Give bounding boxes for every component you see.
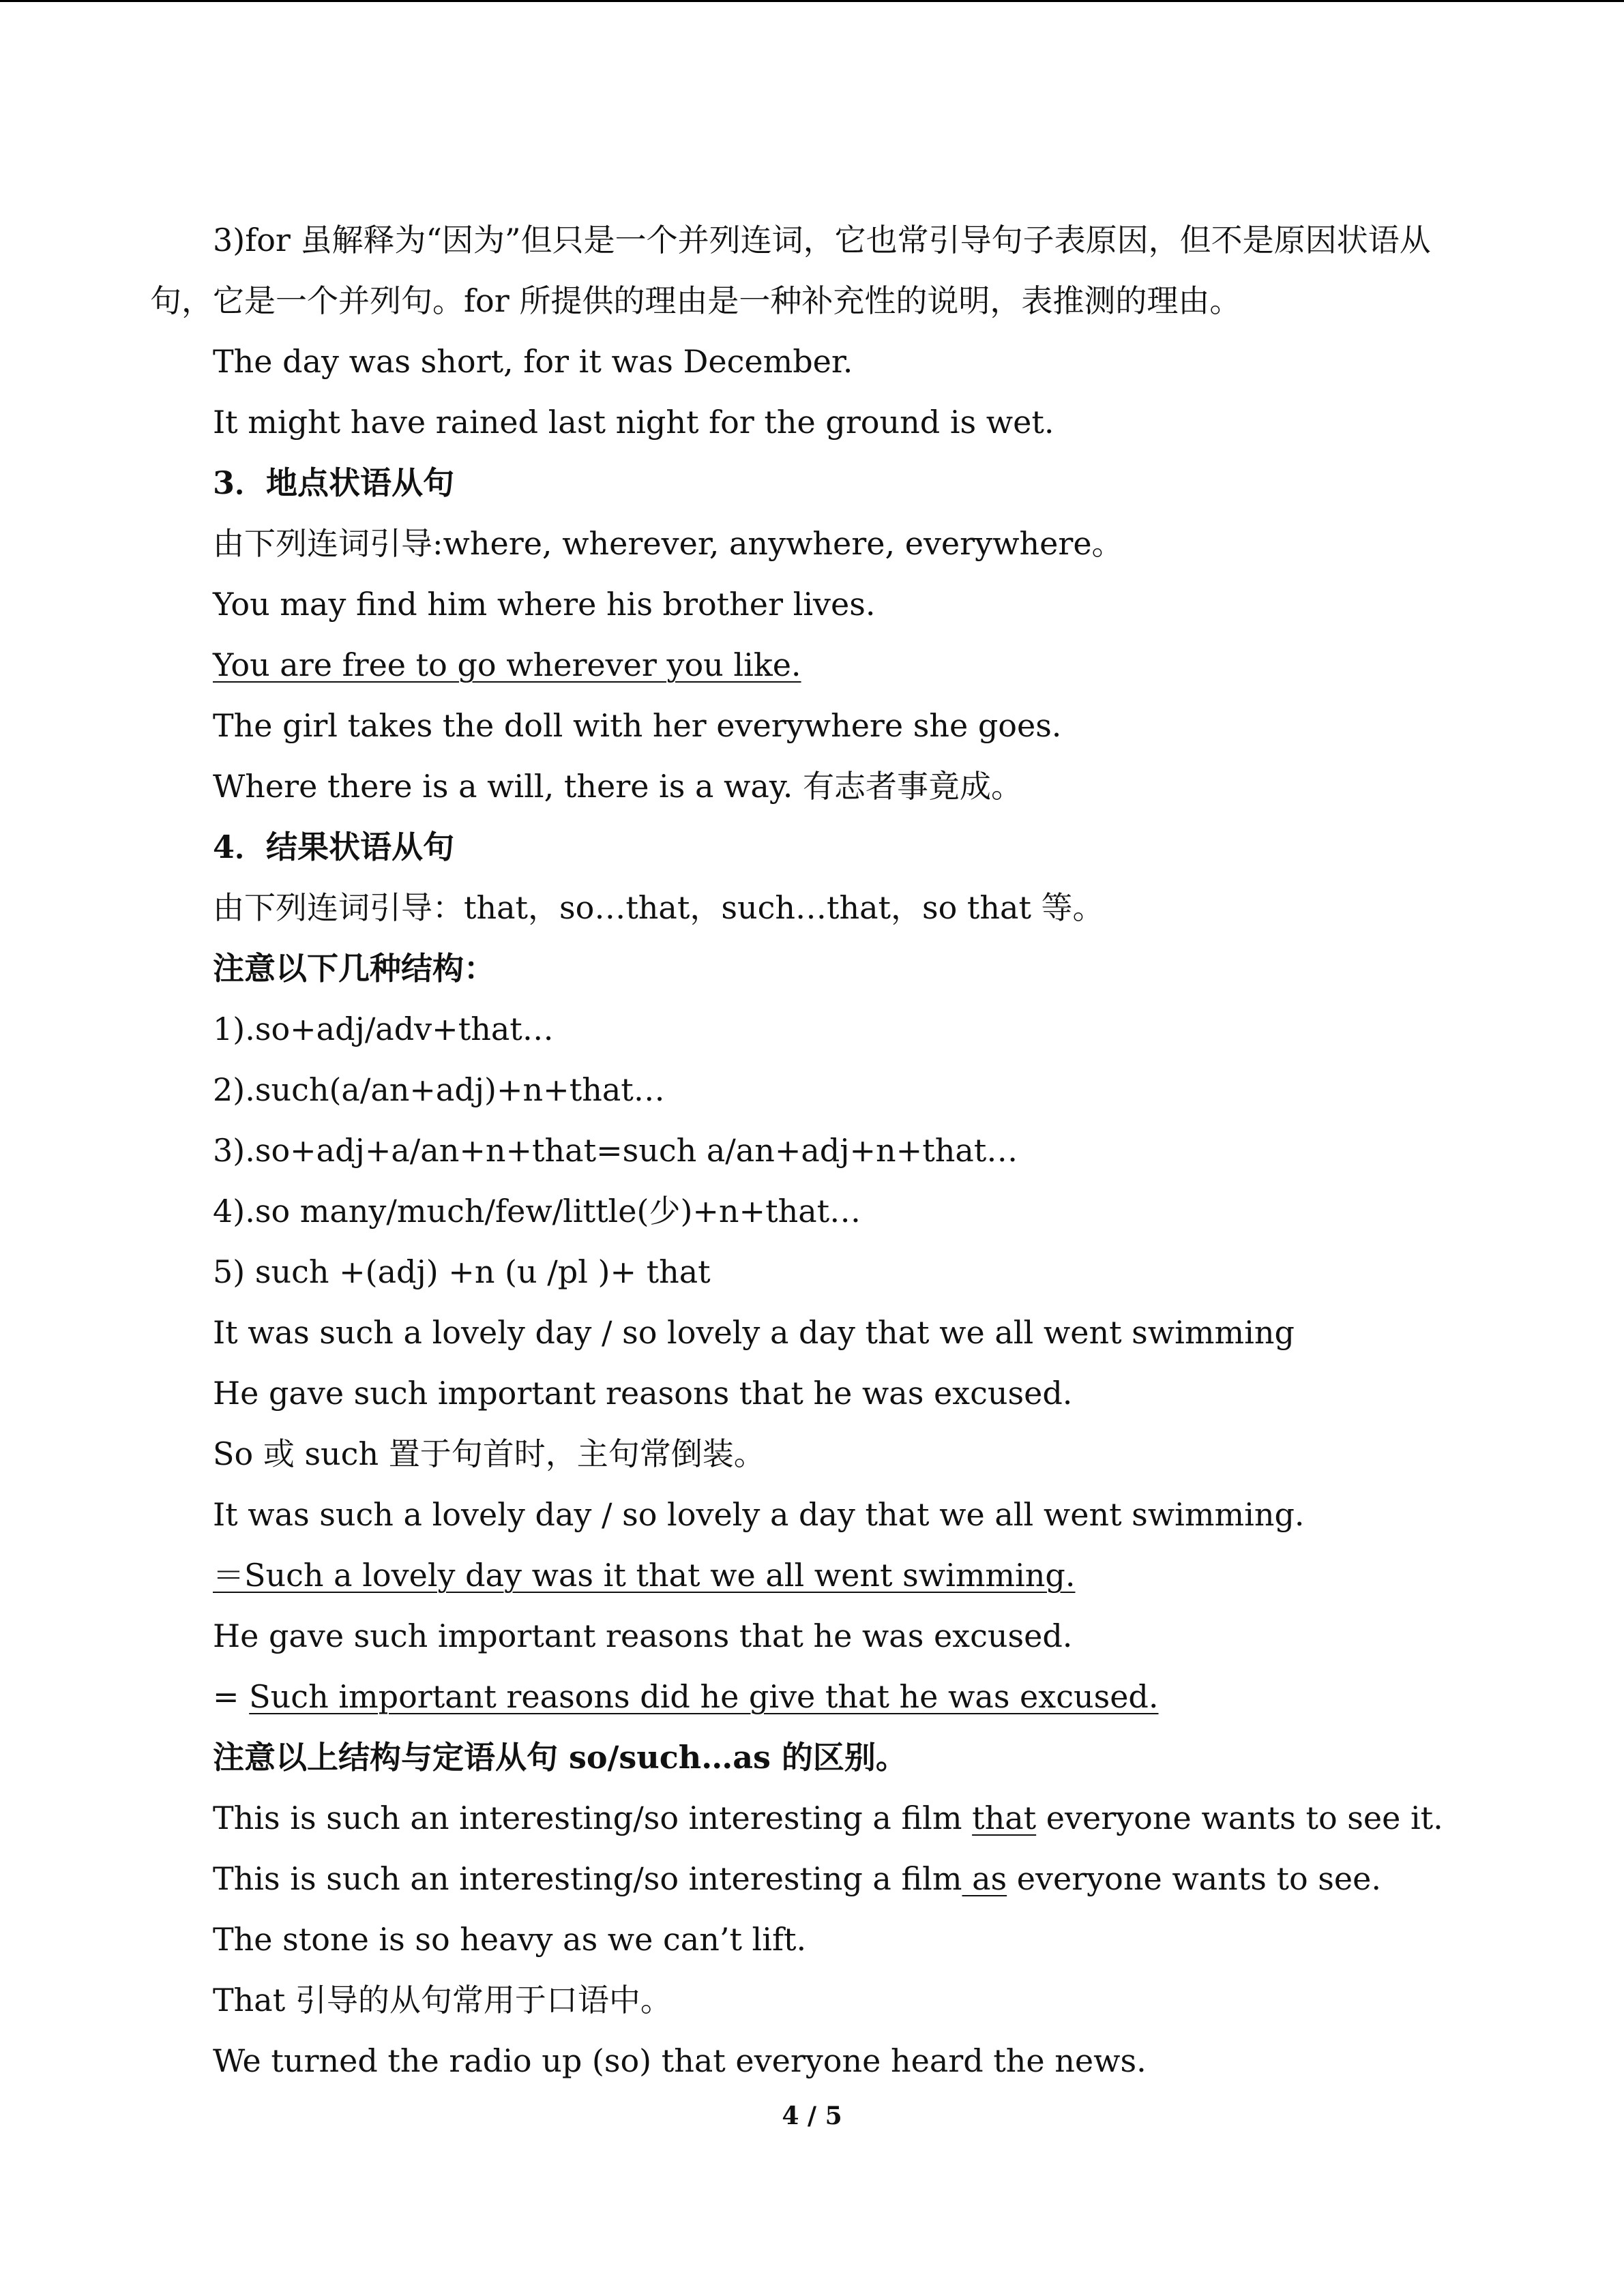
text-line: 由下列连词引导:where, wherever, anywhere, everywhere。 [213, 525, 1123, 562]
section-heading: 3．地点状语从句 [213, 464, 455, 501]
note-heading: 注意以上结构与定语从句 so/such…as 的区别。 [213, 1739, 907, 1776]
text-line: So 或 such 置于句首时，主句常倒装。 [213, 1435, 765, 1472]
sentence-part: This is such an interesting/so interesting a film [213, 1800, 973, 1836]
text-line-continuation: 句，它是一个并列句。for 所提供的理由是一种补充性的说明，表推测的理由。 [150, 282, 1241, 319]
note-heading: 注意以下几种结构： [213, 950, 495, 987]
text-line: 由下列连词引导：that，so…that，such…that，so that 等。 [213, 889, 1104, 926]
example-sentence: The day was short, for it was December. [213, 343, 853, 380]
section-heading: 4．结果状语从句 [213, 829, 455, 865]
sentence-part: everyone wants to see it. [1036, 1800, 1443, 1836]
underlined-text: Such important reasons did he give that he was excused. [249, 1678, 1159, 1715]
example-sentence: It might have rained last night for the ground is wet. [213, 404, 1054, 441]
structure-item: 1).so+adj/adv+that… [213, 1011, 554, 1047]
structure-item: 2).such(a/an+adj)+n+that… [213, 1071, 665, 1108]
example-sentence: It was such a lovely day / so lovely a day that we all went swimming. [213, 1496, 1305, 1533]
underlined-word: as [962, 1860, 1007, 1897]
document-body [150, 210, 1501, 2091]
top-border-line [0, 0, 1624, 2]
example-sentence: You may find him where his brother lives. [213, 586, 876, 623]
example-sentence: The stone is so heavy as we can’t lift. [213, 1921, 807, 1958]
example-sentence: It was such a lovely day / so lovely a day that we all went swimming [213, 1314, 1295, 1351]
example-sentence: Where there is a will, there is a way. 有志者事竟成。 [213, 768, 1022, 805]
page-number: 4 / 5 [782, 2102, 842, 2130]
example-sentence: The girl takes the doll with her everywhere she goes. [213, 707, 1062, 744]
example-sentence: He gave such important reasons that he was excused. [213, 1617, 1073, 1654]
example-sentence [150, 1667, 1501, 1727]
underlined-word: that [972, 1800, 1037, 1836]
underlined-text: ＝Such a lovely day was it that we all went swimming. [213, 1557, 1076, 1594]
underlined-text: You are free to go wherever you like. [213, 646, 801, 683]
sentence-part: This is such an interesting/so interesting a film [213, 1860, 962, 1897]
example-sentence [150, 1849, 1501, 1909]
example-sentence: He gave such important reasons that he was excused. [213, 1375, 1073, 1412]
example-sentence [150, 1788, 1501, 1849]
structure-item: 4).so many/much/few/little(少)+n+that… [213, 1193, 861, 1229]
structure-item: 5) such +(adj) +n (u /pl )+ that [213, 1253, 711, 1290]
example-sentence [150, 1545, 1501, 1606]
text-line: 3)for 虽解释为“因为”但只是一个并列连词，它也常引导句子表原因，但不是原因状语从 [213, 222, 1431, 258]
example-sentence [150, 635, 1501, 696]
example-sentence: We turned the radio up (so) that everyone heard the news. [213, 2042, 1147, 2079]
sentence-part: everyone wants to see. [1007, 1860, 1381, 1897]
equals-prefix: = [213, 1678, 250, 1715]
text-line: That 引导的从句常用于口语中。 [213, 1982, 672, 2018]
structure-item: 3).so+adj+a/an+n+that=such a/an+adj+n+that… [213, 1132, 1018, 1169]
